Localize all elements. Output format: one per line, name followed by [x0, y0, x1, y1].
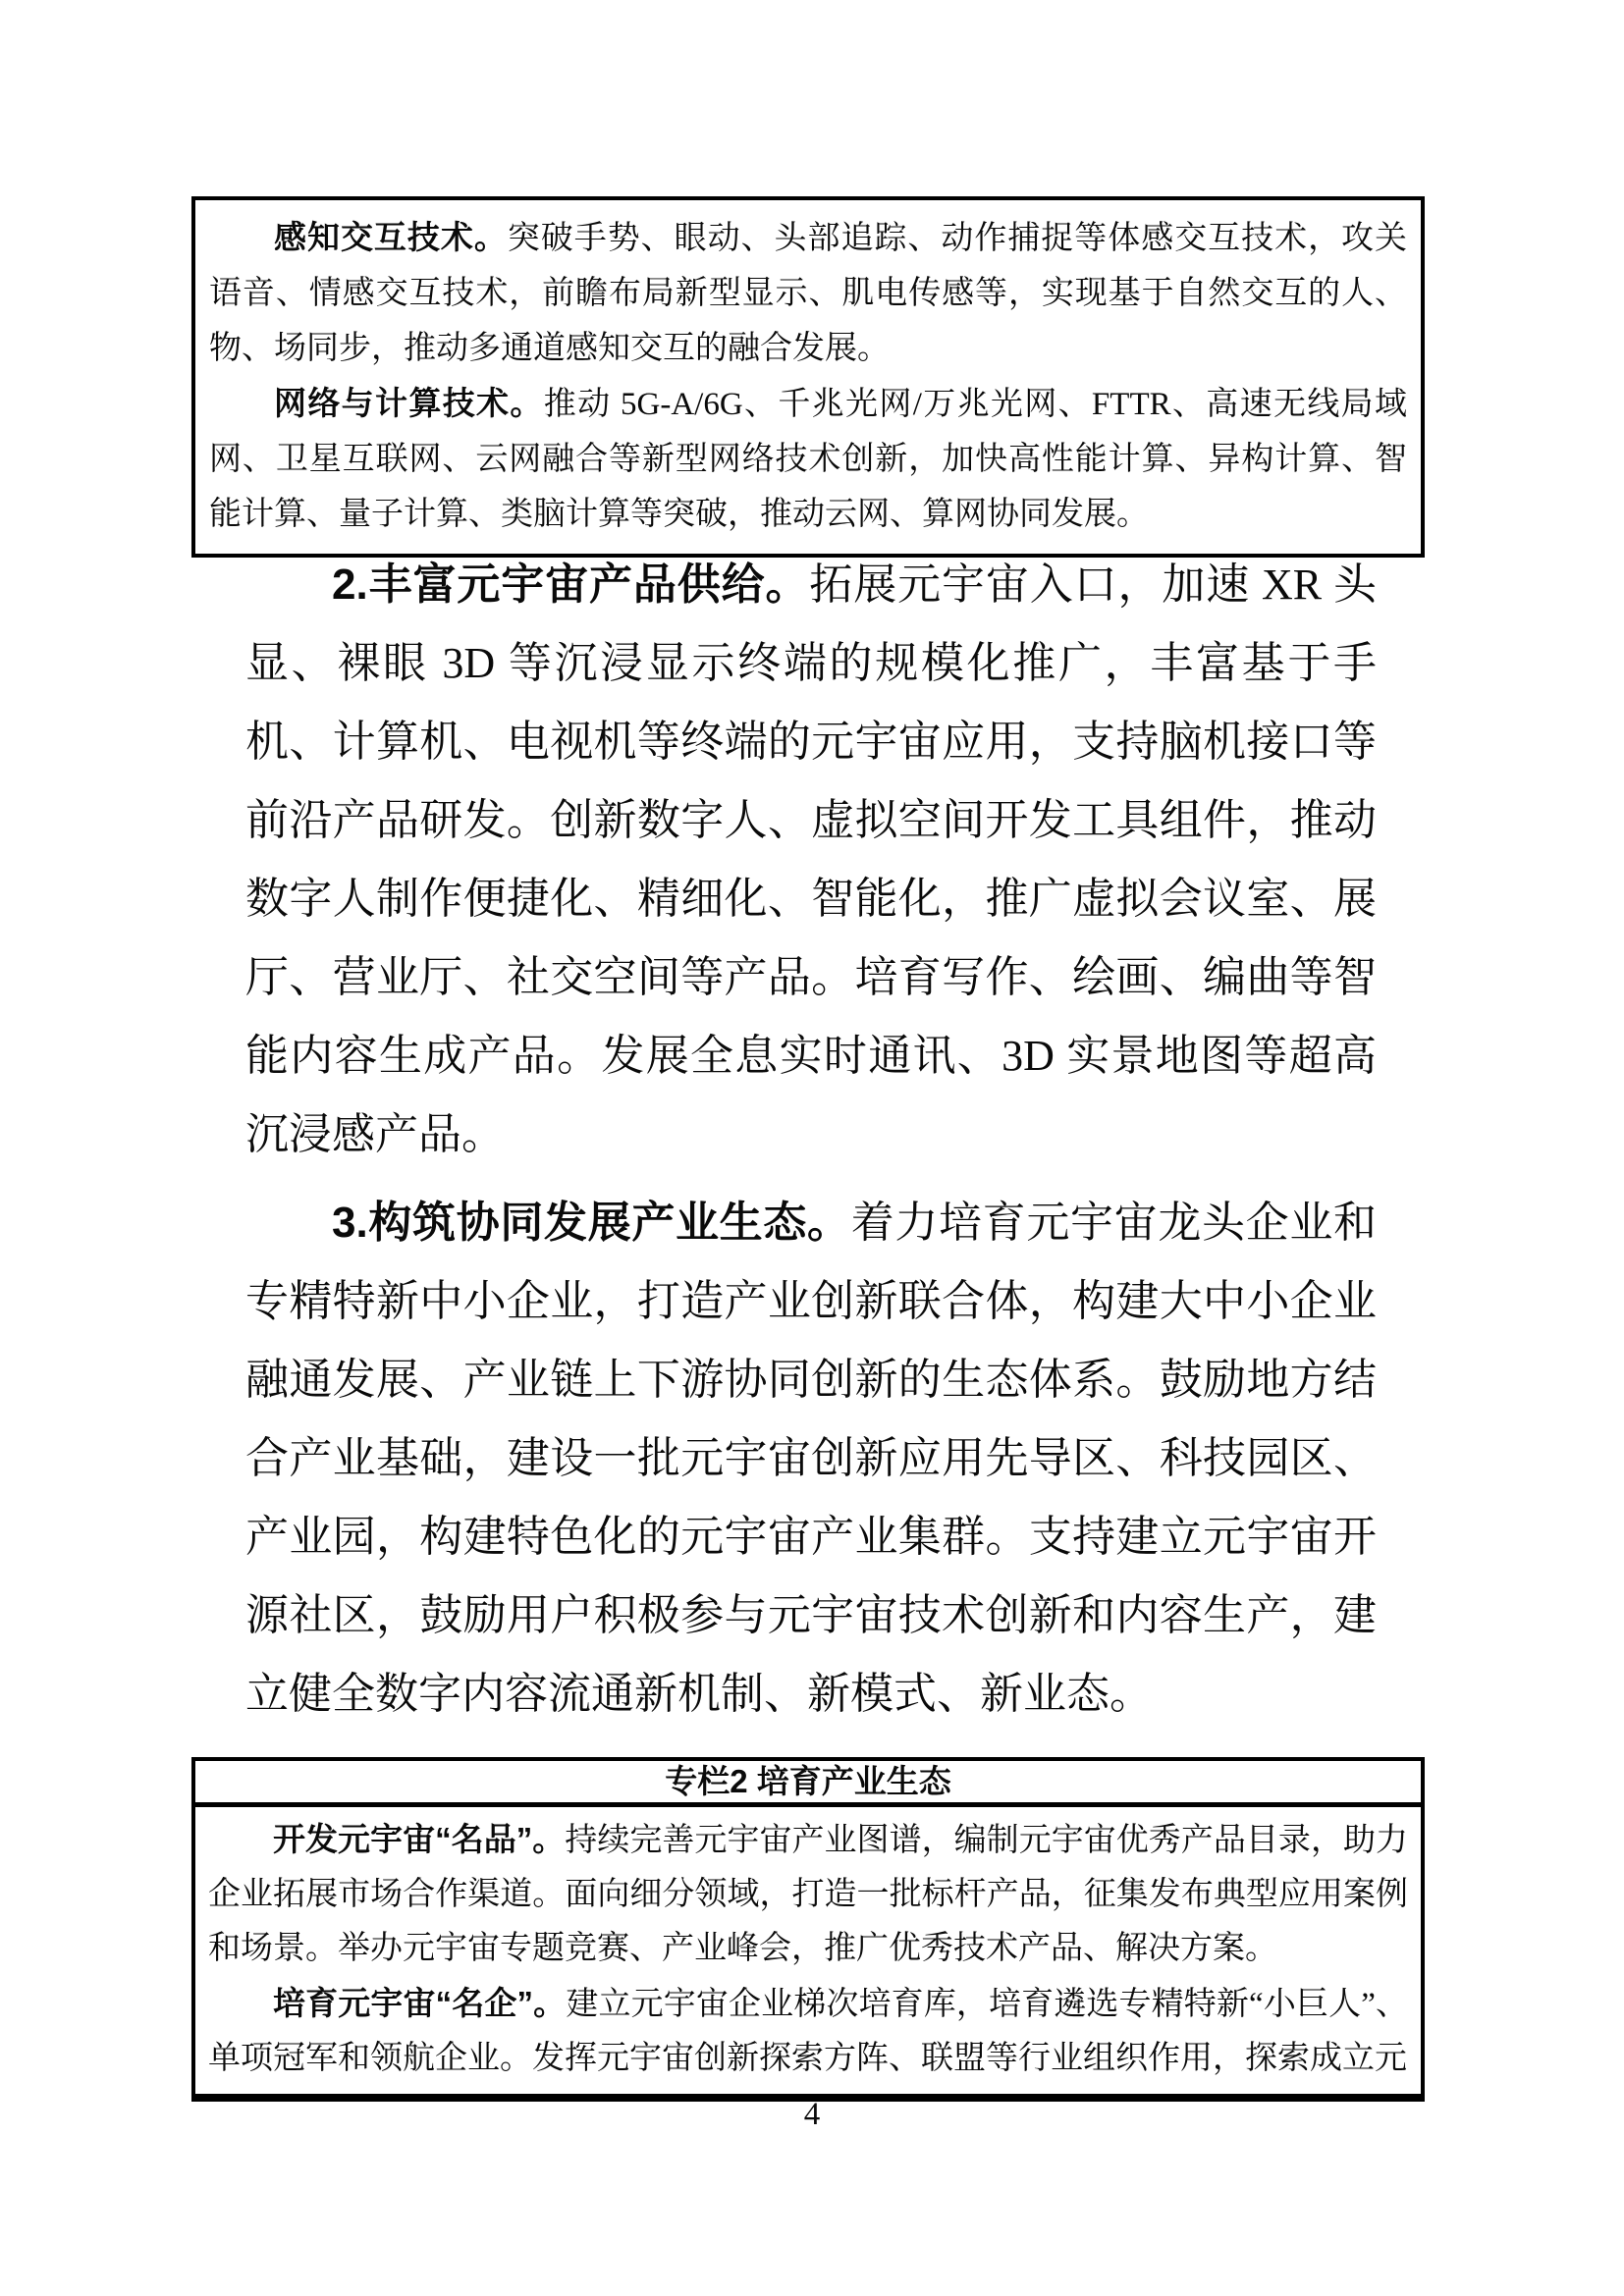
column2-content	[195, 1807, 1421, 2094]
tech-paragraph-perception	[209, 210, 1407, 376]
column2-paragraph-products	[208, 1812, 1408, 1976]
column2-title: 专栏2 培育产业生态	[195, 1761, 1421, 1807]
body-paragraph-2-lead: 2.丰富元宇宙产品供给。	[332, 561, 810, 609]
tech-paragraph-perception-text: 突破手势、眼动、头部追踪、动作捕捉等体感交互技术，攻关语音、情感交互技术，前瞻布局新型显示、肌电传感等，实现基于自然交互的人、物、场同步，推动多通道感知交互的融合发展。	[209, 221, 1408, 366]
column2-paragraph-enterprises	[208, 1976, 1408, 2086]
main-text-block	[245, 546, 1377, 1743]
body-paragraph-2	[245, 546, 1377, 1174]
body-paragraph-3	[245, 1184, 1377, 1734]
tech-paragraph-network-lead: 网络与计算技术。	[274, 385, 544, 421]
tech-paragraph-perception-lead: 感知交互技术。	[274, 219, 508, 255]
column2-paragraph-enterprises-lead: 培育元宇宙“名企”。	[273, 1985, 567, 2021]
body-paragraph-3-text: 着力培育元宇宙龙头企业和专精特新中小企业，打造产业创新联合体，构建大中小企业融通发展、产业链上下游协同创新的生态体系。鼓励地方结合产业基础，建设一批元宇宙创新应用先导区、科技园区、产业园，构建特色化的元宇宙产业集群。支持建立元宇宙开源社区，鼓励用户积极参与元宇宙技术创新和内容生产，建立健全数字内容流通新机制、新模式、新业态。	[245, 1199, 1378, 1718]
column2-paragraph-enterprises-text: 建立元宇宙企业梯次培育库，培育遴选专精特新“小巨人”、单项冠军和领航企业。发挥元宇宙创新探索方阵、联盟等行业组织作用，探索成立元	[208, 1987, 1409, 2076]
tech-paragraph-network-text: 推动 5G-A/6G、千兆光网/万兆光网、FTTR、高速无线局域网、卫星互联网、云网融合等新型网络技术创新，加快高性能计算、异构计算、智能计算、量子计算、类脑计算等突破，推动云网、算网协同发展。	[209, 387, 1408, 532]
page-number: 4	[803, 2097, 821, 2132]
column2-paragraph-products-text: 持续完善元宇宙产业图谱，编制元宇宙优秀产品目录，助力企业拓展市场合作渠道。面向细分领域，打造一批标杆产品，征集发布典型应用案例和场景。举办元宇宙专题竞赛、产业峰会，推广优秀技术产品、解决方案。	[208, 1823, 1409, 1966]
column2-paragraph-products-lead: 开发元宇宙“名品”。	[273, 1821, 566, 1857]
body-paragraph-3-lead: 3.构筑协同发展产业生态。	[332, 1199, 851, 1247]
tech-paragraph-network	[209, 376, 1407, 542]
body-paragraph-2-text: 拓展元宇宙入口，加速 XR 头显、裸眼 3D 等沉浸显示终端的规模化推广，丰富基于手机、计算机、电视机等终端的元宇宙应用，支持脑机接口等前沿产品研发。创新数字人、虚拟空间开发工具组件，推动数字人制作便捷化、精细化、智能化，推广虚拟会议室、展厅、营业厅、社交空间等产品。培育写作、绘画、编曲等智能内容生成产品。发展全息实时通讯、3D 实景地图等超高沉浸感产品。	[245, 561, 1377, 1158]
column2-box	[191, 1757, 1425, 2102]
tech-column-box	[191, 196, 1425, 558]
